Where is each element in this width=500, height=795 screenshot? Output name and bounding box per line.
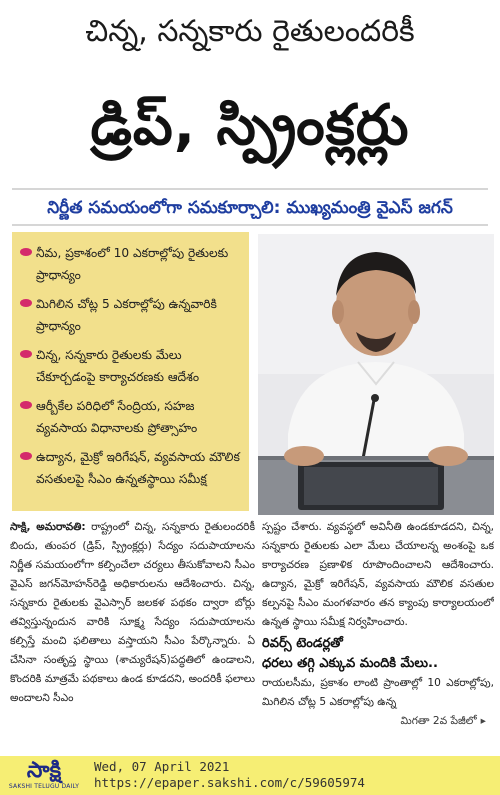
bullet-dot-icon	[20, 401, 32, 409]
highlight-item	[20, 446, 243, 490]
footer-band	[0, 756, 500, 795]
article-subhead: నిర్ణీత సమయంలోగా సమకూర్చాలి: ముఖ్యమంత్రి వైఎస్ జగన్	[47, 198, 453, 218]
bullet-dot-icon	[20, 248, 32, 256]
highlight-text: ఆర్బీకేల పరిధిలో సేంద్రియ, సహజ వ్యవసాయ విధానాలకు ప్రోత్సాహం	[36, 399, 198, 435]
highlights-box	[12, 232, 249, 511]
body-right-text: స్పష్టం చేశారు. వ్యవస్థలో అవినీతి ఉండకూడదని, చిన్న, సన్నకారు రైతులకు ఎలా మేలు చేయాలన్న అంశంపై ఒక కార్యాచరణ ప్రణాళిక రూపొందించాలని ఆదేశించారు. ఉద్యాన, మైక్రో ఇరిగేషన్, వ్యవసాయ మౌలిక వసతుల కల్పనపై సీఎం మంగళవారం తన క్యాంపు కార్యాలయంలో ఉన్నత స్థాయి సమీక్ష నిర్వహించారు.	[262, 521, 494, 628]
article-kicker: చిన్న, సన్నకారు రైతులందరికీ	[85, 14, 415, 49]
body-paragraph	[10, 518, 255, 708]
body-left-text: రాష్ట్రంలో చిన్న, సన్నకారు రైతులందరికీ బిందు, తుంపర (డ్రిప్, స్ప్రింక్లర్లు) సేద్యం సదుపాయాలను నిర్ణీత సమయంలోగా కల్పించేలా చర్యలు తీసుకోవాలని సీఎం వైఎస్ జగన్‌మోహన్‌రెడ్డి అధికారులను ఆదేశించారు. చిన్న, సన్నకారు రైతులకు వైఎస్సార్ జలకళ పథకం ద్వారా బోర్లు తవ్విస్తున్నందున వారికి సూక్ష్మ సేద్యం సదుపాయాలను కల్పిస్తే మంచి ఫలితాలు వస్తాయని సీఎం పేర్కొన్నారు. ఏ చేసినా సంతృప్త స్థాయి (శాచ్యురేషన్)పద్ధతిలో ఉండాలని, కొందరికి మాత్రమే పథకాలు ఉండ కూడదని, అందరికీ ఫలాలు అందాలని సీఎం	[10, 521, 255, 704]
logo-tagline: SAKSHI TELUGU DAILY	[8, 783, 80, 790]
logo-wordmark: సాక్షి	[26, 758, 62, 783]
highlight-text: చిన్న, సన్నకారు రైతులకు మేలు చేకూర్చడంపై కార్యాచరణకు ఆదేశం	[36, 348, 200, 384]
highlight-text: ఉద్యాన, మైక్రో ఇరిగేషన్, వ్యవసాయ మౌలిక వసతులపై సీఎం ఉన్నతస్థాయి సమీక్ష	[36, 450, 240, 486]
bullet-dot-icon	[20, 350, 32, 358]
highlight-item	[20, 293, 243, 337]
continued-note[interactable]	[262, 712, 494, 730]
sakshi-logo[interactable]	[6, 759, 82, 792]
article-photo	[258, 234, 494, 515]
article-headline: డ్రిప్, స్ప్రింక్లర్లు	[90, 93, 410, 158]
highlight-item	[20, 242, 243, 286]
divider-top	[12, 188, 488, 190]
bullet-dot-icon	[20, 452, 32, 460]
crosshead-line1: రివర్స్ టెండర్లతో	[262, 636, 343, 651]
crosshead-line2: ధరలు తగ్గి ఎక్కువ మందికి మేలు..	[262, 656, 438, 671]
article-body-right	[262, 518, 494, 754]
footer-date: Wed, 07 April 2021	[94, 759, 230, 774]
photo-illustration	[258, 234, 494, 515]
body-right-text-2: రాయలసీమ, ప్రకాశం లాంటి ప్రాంతాల్లో 10 ఎకరాల్లోపు, మిగిలిన చోట్ల 5 ఎకరాల్లోపు ఉన్న	[262, 677, 494, 708]
divider-sub	[12, 224, 488, 226]
bullet-dot-icon	[20, 299, 32, 307]
continued-label: మిగతా 2వ పేజీలో	[400, 715, 477, 727]
dateline: సాక్షి, అమరావతి:	[10, 521, 86, 533]
article-body-left	[10, 518, 255, 754]
crosshead	[262, 634, 494, 674]
footer-url-link[interactable]: https://epaper.sakshi.com/c/59605974	[94, 775, 365, 790]
highlight-text: నీమ, ప్రకాశంలో 10 ఎకరాల్లోపు రైతులకు ప్రాధాన్యం	[36, 246, 229, 282]
arrow-right-icon: ▸	[480, 715, 486, 727]
highlight-item	[20, 395, 243, 439]
highlight-item	[20, 344, 243, 388]
highlight-text: మిగిలిన చోట్ల 5 ఎకరాల్లోపు ఉన్నవారికి ప్రాధాన్యం	[36, 297, 217, 333]
